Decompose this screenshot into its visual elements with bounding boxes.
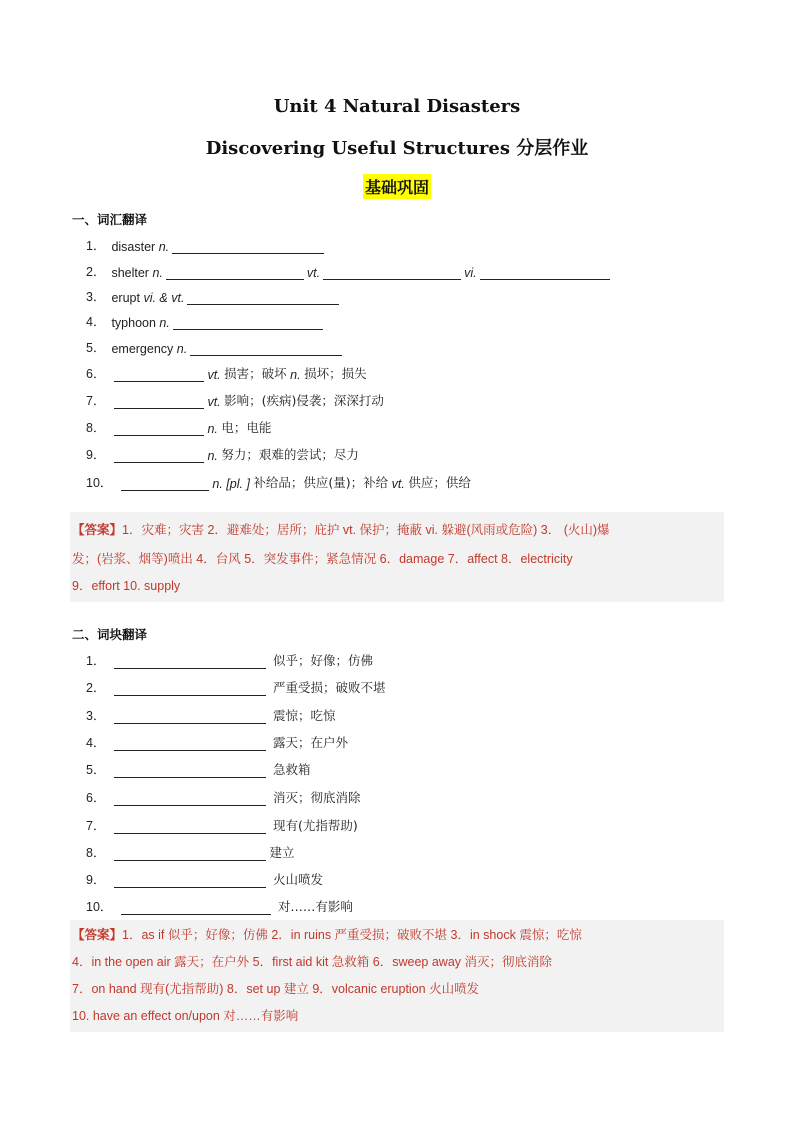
vocab-item-2: 2． shelter n. vt. vi. <box>86 260 613 280</box>
answer-tag: 【答案】 <box>72 523 123 537</box>
answer-blank[interactable] <box>114 367 204 382</box>
phrase-item-4: 4． 露天；在户外 <box>86 735 348 750</box>
answer-blank[interactable] <box>172 239 324 254</box>
vocab-item-3: 3． erupt vi. & vt. <box>86 285 342 305</box>
answer-blank[interactable] <box>114 763 266 778</box>
answer-blank[interactable] <box>114 819 266 834</box>
answer-blank[interactable] <box>114 394 204 409</box>
vocab-item-7: 7． vt. 影响；(疾病)侵袭；深深打动 <box>86 393 384 409</box>
answer-line: 1．灾难；灾害 2．避难处；居所；庇护 vt. 保护；掩蔽 vi. 躲避(风雨或危险) 3． (火山)爆 <box>122 523 610 537</box>
phrase-item-8: 8． 建立 <box>86 845 295 860</box>
answer-line: 7．on hand 现有(尤指帮助) 8．set up 建立 9．volcanic eruption 火山喷发 <box>72 982 480 996</box>
vocab-item-4: 4． typhoon n. <box>86 310 326 330</box>
page-subtitle: Discovering Useful Structures 分层作业 <box>205 138 589 159</box>
page-title: Unit 4 Natural Disasters <box>273 96 521 117</box>
phrase-item-9: 9． 火山喷发 <box>86 872 323 887</box>
vocab-item-1: 1． disaster n. <box>86 234 327 254</box>
answer-blank[interactable] <box>190 341 342 356</box>
vocab-item-6: 6． vt. 损害；破坏 n. 损坏；损失 <box>86 366 367 382</box>
phrase-item-2: 2． 严重受损；破败不堪 <box>86 680 386 695</box>
answer-blank[interactable] <box>121 900 271 915</box>
vocab-item-9: 9． n. 努力；艰难的尝试；尽力 <box>86 447 359 463</box>
answer-blank[interactable] <box>166 265 304 280</box>
answer-blank[interactable] <box>114 448 204 463</box>
answer-blank[interactable] <box>114 873 266 888</box>
answer-blank[interactable] <box>114 846 266 861</box>
vocab-item-10: 10． n. [pl. ] 补给品；供应(量)；补给 vt. 供应；供给 <box>86 475 471 491</box>
answer-blank[interactable] <box>114 736 266 751</box>
phrase-item-10: 10． 对……有影响 <box>86 899 353 914</box>
answer-blank[interactable] <box>121 476 209 491</box>
phrase-item-7: 7． 现有(尤指帮助) <box>86 818 358 833</box>
answer-blank[interactable] <box>114 791 266 806</box>
answer-line: 1．as if 似乎；好像；仿佛 2．in ruins 严重受损；破败不堪 3．in shock 震惊；吃惊 <box>122 928 582 942</box>
answer-box-phrases <box>70 920 724 1032</box>
answer-line: 4．in the open air 露天；在户外 5．first aid kit 急救箱 6．sweep away 消灭；彻底消除 <box>72 955 552 969</box>
answer-line: 10. have an effect on/upon 对……有影响 <box>72 1009 299 1023</box>
phrase-item-1: 1． 似乎；好像；仿佛 <box>86 653 373 668</box>
answer-tag: 【答案】 <box>72 928 123 942</box>
answer-blank[interactable] <box>480 265 610 280</box>
answer-blank[interactable] <box>114 681 266 696</box>
answer-line: 发；(岩浆、烟等)喷出 4．台风 5．突发事件；紧急情况 6．damage 7．affect 8．electricity <box>72 552 573 566</box>
phrase-item-6: 6． 消灭；彻底消除 <box>86 790 361 805</box>
level-badge: 基础巩固 <box>363 174 431 199</box>
phrase-item-3: 3． 震惊；吃惊 <box>86 708 336 723</box>
phrase-item-5: 5． 急救箱 <box>86 762 311 777</box>
answer-box-vocabulary <box>70 512 724 602</box>
section-heading-vocabulary: 一、词汇翻译 <box>72 212 148 227</box>
answer-blank[interactable] <box>114 654 266 669</box>
section-heading-phrases: 二、词块翻译 <box>72 627 148 642</box>
answer-blank[interactable] <box>323 265 461 280</box>
vocab-item-5: 5． emergency n. <box>86 336 345 356</box>
answer-blank[interactable] <box>114 709 266 724</box>
answer-blank[interactable] <box>173 315 323 330</box>
answer-line: 9．effort 10. supply <box>72 579 181 593</box>
vocab-item-8: 8． n. 电；电能 <box>86 420 272 436</box>
answer-blank[interactable] <box>187 290 339 305</box>
answer-blank[interactable] <box>114 421 204 436</box>
